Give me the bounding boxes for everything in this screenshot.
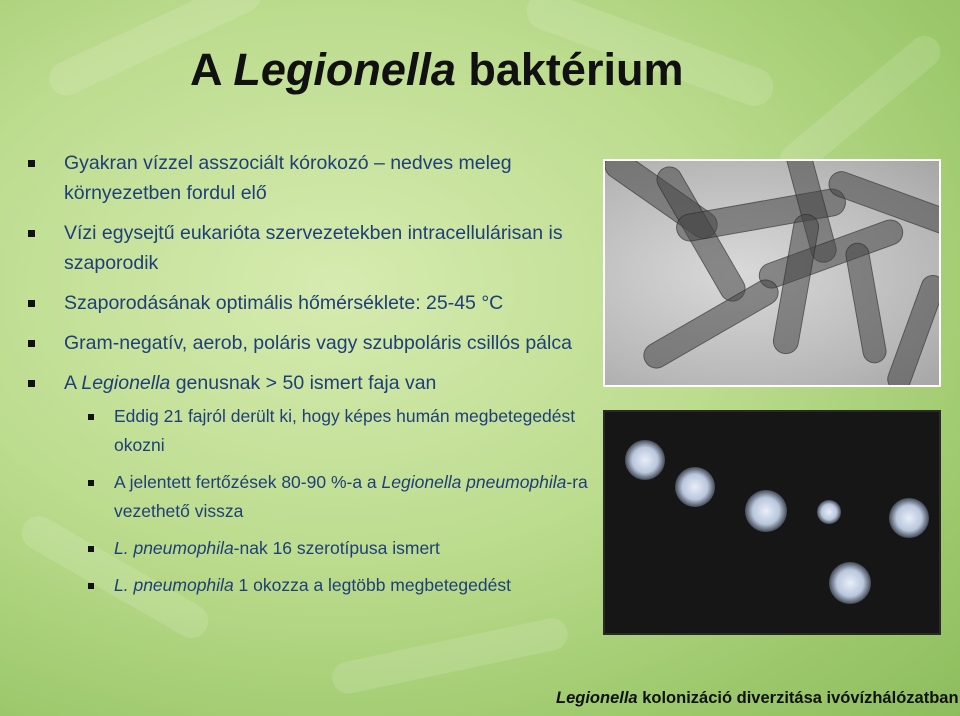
bullet-item: A Legionella genusnak > 50 ismert faja van: [28, 368, 608, 398]
sub-bullet-item: A jelentett fertőzések 80-90 %-a a Legionella pneumophila-ra vezethető vissza: [88, 468, 608, 526]
sub-bullet-list: [28, 402, 608, 600]
title-italic: Legionella: [233, 44, 456, 95]
page-title: A Legionella baktérium: [190, 44, 684, 95]
background-rod: [329, 615, 570, 696]
bullet-list: [28, 148, 608, 608]
footer-caption: Legionella kolonizáció diverzitása ivóvízhálózatban: [556, 689, 959, 707]
bacteria-micrograph: [603, 159, 941, 387]
bullet-item: Gyakran vízzel asszociált kórokozó – nedves meleg környezetben fordul elő: [28, 148, 608, 208]
bullet-item: Szaporodásának optimális hőmérséklete: 25-45 °C: [28, 288, 608, 318]
colony-photo: [603, 410, 941, 635]
bullet-item: Vízi egysejtű eukarióta szervezetekben intracellulárisan is szaporodik: [28, 218, 608, 278]
sub-bullet-item: Eddig 21 fajról derült ki, hogy képes humán megbetegedést okozni: [88, 402, 608, 460]
sub-bullet-item: L. pneumophila-nak 16 szerotípusa ismert: [88, 534, 608, 563]
bullet-item: Gram-negatív, aerob, poláris vagy szubpoláris csillós pálca: [28, 328, 608, 358]
sub-bullet-item: L. pneumophila 1 okozza a legtöbb megbetegedést: [88, 571, 608, 600]
